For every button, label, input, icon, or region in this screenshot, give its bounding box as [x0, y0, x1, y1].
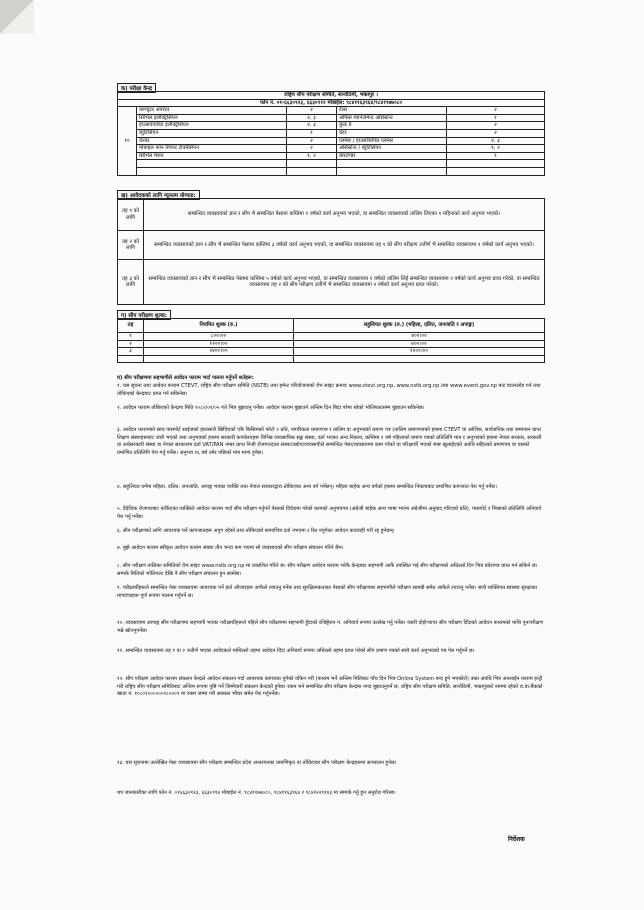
- trade-level: २, ३: [287, 122, 337, 130]
- trade-name: मोबाइल फोन रिपेयर टेक्निसियन: [137, 145, 287, 153]
- fee-regular: ८००।००: [144, 333, 294, 341]
- condition-5: ५. वैदेशिक रोजगारबाट फर्किएका व्यक्तिले आवेदन फाराम भर्दा सीप परीक्षण गर्नुपर्ने पेसाको विदेशमा गरेको कामको अनुभवपत्र (अंग्रेजी बाहेक अन्य भाषा भएमा अंग्रेजीमा अनुवाद गरिएको प्रति), पासपोर्ट र भिसाको प्रतिलिपि अनिवार्य पेश गर्नु पर्नेछ।: [117, 506, 542, 520]
- trade-name: असिस्टेन्ट / ब्युटिसियन: [337, 145, 447, 153]
- trade-name: [337, 167, 447, 175]
- trade-level: १, २: [287, 152, 337, 160]
- fee-regular: [144, 355, 294, 363]
- trade-name: हाउसवायरिङ इलेक्ट्रिसियन: [137, 122, 287, 130]
- eligibility-text: सम्बन्धित व्यवसायको ज्ञान र सीप भै सम्बन्धित पेसामा कम्तिमा ५ वर्षको कार्य अनुभव भएको, वा सम्बन्धित व्यवसायमा १ वर्षको तालिम लिई सम्बन्धित व्यवसायमा २ वर्षको कार्य अनुभव प्राप्त गरेको, वा सम्बन्धित व्यवसायमा तह २ को सीप परीक्षण उत्तीर्ण भै सम्बन्धित व्यवसायमा २ वर्षको कार्य अनुभव प्राप्त गरेको।: [144, 260, 545, 305]
- level-label: तह ३ को लागि: [118, 260, 144, 305]
- trade-level: २: [447, 107, 545, 115]
- trade-level: १: [447, 152, 545, 160]
- trade-name: वेटर: [337, 129, 447, 137]
- trade-level: २: [287, 137, 337, 145]
- fee-header-level: तह: [118, 319, 144, 333]
- eligibility-table: [117, 198, 545, 305]
- trade-level: १: [287, 129, 337, 137]
- trade-name: [137, 167, 287, 175]
- fee-header-concession: सहुलियत शुल्क (रु.) (महिला, दलित, जनजाति र अपाङ्ग): [294, 319, 545, 333]
- trade-name: सिभिल मेशन: [137, 152, 287, 160]
- fee-level: [118, 355, 144, 363]
- section-title-exam-center: क) परीक्षा केन्द्र: [117, 83, 156, 93]
- trade-level: १: [447, 114, 545, 122]
- fee-header-regular: नियमित शुल्क (रु.): [144, 319, 294, 333]
- fee-concession: ४००।००: [294, 333, 545, 341]
- trade-level: [287, 160, 337, 168]
- fee-concession: [294, 355, 545, 363]
- trade-name: प्लम्बर / हाउसकिपिङ प्लम्बर: [337, 137, 447, 145]
- condition-4: ४. सहुलियत वर्गमा महिला, दलित, जनजाति, अपाङ्ग भएका व्यक्ति तथा नेपाल सरकारद्वारा तोकिएका अन्य वर्ग पर्नेछन्। महिला बाहेक अन्य वर्गको हकमा सम्बन्धित निकायबाट प्रमाणित कागजात पेश गर्नु पर्नेछ।: [117, 484, 497, 490]
- exam-center-table: [117, 91, 545, 176]
- trade-level: [287, 167, 337, 175]
- section-title-fees: ग) सीप परीक्षण शुल्क:: [117, 310, 171, 320]
- level-label: तह २ को लागि: [118, 231, 144, 260]
- condition-7: ७. बुझे आवेदन फाराम स्वीकृत आवेदन फाराम संख्या तीन भन्दा कम भएमा सो व्यवसायको सीप परीक्षण संचालन गरिने छैन।: [117, 545, 344, 551]
- fee-concession: ७००।००: [294, 340, 545, 348]
- trade-name: ब्युटिसियन: [137, 129, 287, 137]
- trade-name: [137, 160, 287, 168]
- trade-name: [337, 160, 447, 168]
- trade-level: २: [287, 107, 337, 115]
- fee-regular: १२००।००: [144, 340, 294, 348]
- folded-corner-shade: [0, 0, 34, 34]
- eligibility-text: सम्बन्धित व्यवसायको ज्ञान र सीप भै सम्बन्धित पेसामा कम्तिमा १ वर्षको कार्य अनुभव भएको, वा सम्बन्धित व्यवसायको तालिम लिएका १ महिनाको कार्य अनुभव भएको।: [144, 199, 545, 231]
- trade-name: टेलर: [337, 107, 447, 115]
- fee-concession: १२००।००: [294, 348, 545, 356]
- trade-level: १, २: [447, 145, 545, 153]
- fee-level: २: [118, 340, 144, 348]
- trade-level: [447, 167, 545, 175]
- trade-level: [447, 160, 545, 168]
- center-phone: फोन नं. ०१-६६३०९२३, ६६३०९१२ मोबाईल: ९८४११६३९६४/९८४१९७७०८०: [118, 99, 545, 107]
- center-row-number: १०: [118, 107, 137, 175]
- contact-note: थप जानकारीका लागि फोन नं. ०१६६३०९२३, ६६३०९१४ मोबाईल नं. ९८४११७७०८०, ९८४११६३९६४ र ९८४१२२९१४३ मा सम्पर्क गर्नु हुन अनुरोध गरिन्छ।: [117, 790, 396, 796]
- trade-name: वेल्डर: [137, 137, 287, 145]
- condition-11: ११. सम्बन्धित व्यवसायमा तह १ वा २ उत्तीर्ण भएका आवेदकले माथिल्लो तहमा आवेदन दिंदा अनिवार्य रूपमा अघिल्लो तहमा प्राप्त गरेको सीप प्रमाण पत्रको साथै कार्य अनुभवको पत्र पेश गर्नुपर्ने छ।: [117, 648, 475, 654]
- trade-level: २: [287, 145, 337, 153]
- eligibility-text: सम्बन्धित व्यवसायको ज्ञान र सीप भै सम्बन्धित पेसामा कम्तिमा ३ वर्षको कार्य अनुभव भएको, वा सम्बन्धित व्यवसायमा तह १ को सीप परीक्षण उत्तीर्ण भै सम्बन्धित व्यवसायमा १ वर्षको कार्य अनुभव भएको।: [144, 231, 545, 260]
- condition-8: ८. सीप परीक्षण तालिका समितिको वेभ साइट www.nstb.org.np मा प्रकाशित गरिने छ। सीप परीक्षण आवेदन फाराम भरेकै केन्द्रबाट सहभागी आफैं उपस्थित भई सीप परीक्षणको अधिल्लो दिन भित्र प्रवेशपत्र प्राप्त गर्न सकिने छ। सम्पर्क मितिको भोलिपल्ट देखि नै सीप परीक्षण संचालन हुन सक्नेछ।: [117, 563, 538, 577]
- trade-name: कुक II: [337, 122, 447, 130]
- condition-9: ९. परीक्षार्थीहरूले सम्बन्धित पेसा व्यवसायमा आवश्यक पर्ने हाते औजारहरू आफैले ल्याउनु पर्नेछ तथा सुरक्षित्मकताका पेसाको सीप परीक्षणका सहभागीले परीक्षण सामग्री समेत आफैले ल्याउनु पर्नेछ। साथै व्यक्तिगत स्वास्थ्य सुरक्षाका मापदण्डहरू पूर्ण रूपमा पालना गर्नुपर्ने छ।: [117, 585, 537, 599]
- trade-level: २, ३: [447, 137, 545, 145]
- conditions-heading: घ) सीप परीक्षणमा सहभागीले आवेदन फाराम भर्दा पालना गर्नुपर्ने शर्तहरू:: [117, 375, 254, 381]
- trade-name: कम्प्युटर अपरेटर: [137, 107, 287, 115]
- level-label: तह १ को लागि: [118, 199, 144, 231]
- condition-12: १२. सीप परीक्षण आवेदन फाराम संकलन केन्द्रले आवेदन संकलन गर्दा आवश्यक कागजात पुगेको यकिन गरी (फाराम भर्ने अन्तिम मितिबाट पाँच दिन भित्र Online System बन्द हुने भएकोले) उक्त अवधि भित्र अनलाईन फाराम इन्ट्री गरी राष्ट्रिय सीप परीक्षण समितिबाट अन्तिम रूपमा पुष्टि गर्ने जिम्मेवारी संकलन केन्द्रको हुनेछ। रकम भने सम्बन्धित सीप परीक्षण केन्द्रमा नगद बुझाउनुपर्ने छ, राष्ट्रिय सीप परीक्षण समिति, सानोठिमी, भक्तपुरको नाममा रहेको रा.वा.बैंकको खाता नं. १०८०१००००००१८०००९ मा रकम जम्मा गरी सक्कल भौचर समेत पेश गर्नुपर्नेछ।: [117, 676, 543, 698]
- trade-name: बारटेण्डर: [337, 152, 447, 160]
- section-title-eligibility: ख) आवेदकको लागि न्यूनतम योग्यता:: [117, 190, 200, 200]
- condition-10: १०. व्यवसायमा आपाङ्ग सीप परीक्षणमा सहभागी भएका परीक्षार्थीहरूले पहिले सीप परीक्षणमा सहभागी हुँदाको रजिष्ट्रेशन नं. अनिवार्य रूपमा उल्लेख गर्नु पर्नेछ। यसरी दोहोर्‍याएर सीप परीक्षण दिँदाको आवेदन फारामको माथि पुनःपरीक्षण भन्ने खोज्नुपर्नेछ।: [117, 620, 544, 634]
- fee-level: ३: [118, 348, 144, 356]
- center-name: राष्ट्रिय सीप परीक्षण समिति, सानोठिमी, भक्तपुर ।: [118, 92, 545, 100]
- trade-level: २, ३: [287, 114, 337, 122]
- fee-level: १: [118, 333, 144, 341]
- trade-level: २: [447, 122, 545, 130]
- condition-3: ३. आवेदन फारामको साथ पासपोर्ट साईजको हालसालै खिचिएको एकै किसिमको फोटो २ प्रति, नागरिकता प्रमाणपत्र र तालिम वा अनुभवको प्रमाण पत्र (तालिम प्रमाणपत्रको हकमा CTEVT वा आंशिक, सार्वजनिक तथा सम्बन्धन प्राप्त शिक्षण संस्थाहरूबाट जारी भएको तथा अनुभवको हकमा सरकारी कार्यालयहरू विभिन्न व्यवसायिक सङ्घ संस्था, दर्ता भएका अन्य निकाय, कम्तिमा १ वर्ष पहिलाको प्रमाण पत्रको प्रतिलिपि मात्र र अनुभवको हकमा नेपाल सरकार, सरकारी वा अर्धसरकारी संस्था वा नेपाल सरकारमा दर्ता VAT/PAN नम्बर प्राप्त निजी रोजगारदाता संस्था/उद्योग/व्यवसायीले सम्बन्धित पेसा/व्यवसायमा काम गरेको वा परिक्षार्थी भएको स्पष्ट खुलाईएको अवधि सहितको प्रमाणपत्र वा यसको प्रमाणित प्रतिलिपि पेश गर्नु पर्नेछ। अनुभव १६ वर्ष उमेर पछिको मात्र मान्य हुनेछ।: [117, 427, 542, 456]
- fee-regular: २४००।००: [144, 348, 294, 356]
- condition-13: १३. यस सूचनामा उल्लेखित पेसा व्यवसायमा सीप परीक्षण सम्बन्धित प्रदेश अन्तरगतका प्रमाणिकृत वा तोकिएका सीप परीक्षण केन्द्रहरूमा सञ्चालन हुनेछ।: [117, 760, 397, 766]
- condition-6: ६. सीप परीक्षणको लागि आवश्यक पर्ने कागजातहरू अपुग रहेको तथा तोकिएको समयभित्र दर्ता नभएमा र रित नपुगेका आवेदन कारवाही गरी रद्द हुनेछन्।: [117, 528, 395, 534]
- trade-name: सिभिल इलेक्ट्रिसियन: [137, 114, 287, 122]
- condition-2: २. आवेदन फाराम तोकिएको केन्द्रमा मिति २०८०/०१/०५ गते भित्र बुझाउनु पर्नेछ। आवेदन फाराम बुझाउने अन्तिम दिन बिदा परेमा सोको भोलिपल्टसम्म बुझाउन सकिनेछ।: [117, 405, 425, 411]
- trade-level: २: [447, 129, 545, 137]
- signature-director: निर्देशक: [508, 836, 525, 843]
- trade-name: अफिस म्यानेजमेन्ट असिस्टेन्ट: [337, 114, 447, 122]
- fee-table: [117, 318, 545, 363]
- condition-1: १. यस सूचना तथा आवेदन फाराम CTEVT, राष्ट्रिय सीप परीक्षण समिति (NSTB) तथा इमेन्ट परियोजनाको वेभ साइट क्रमशः www.ctevt.org.np, www.nstb.org.np तथा www.event.gov.np बाट डाउनलोड गर्न तथा तोकिएको केन्द्रबाट प्राप्त गर्न सकिनेछ।: [117, 383, 541, 397]
